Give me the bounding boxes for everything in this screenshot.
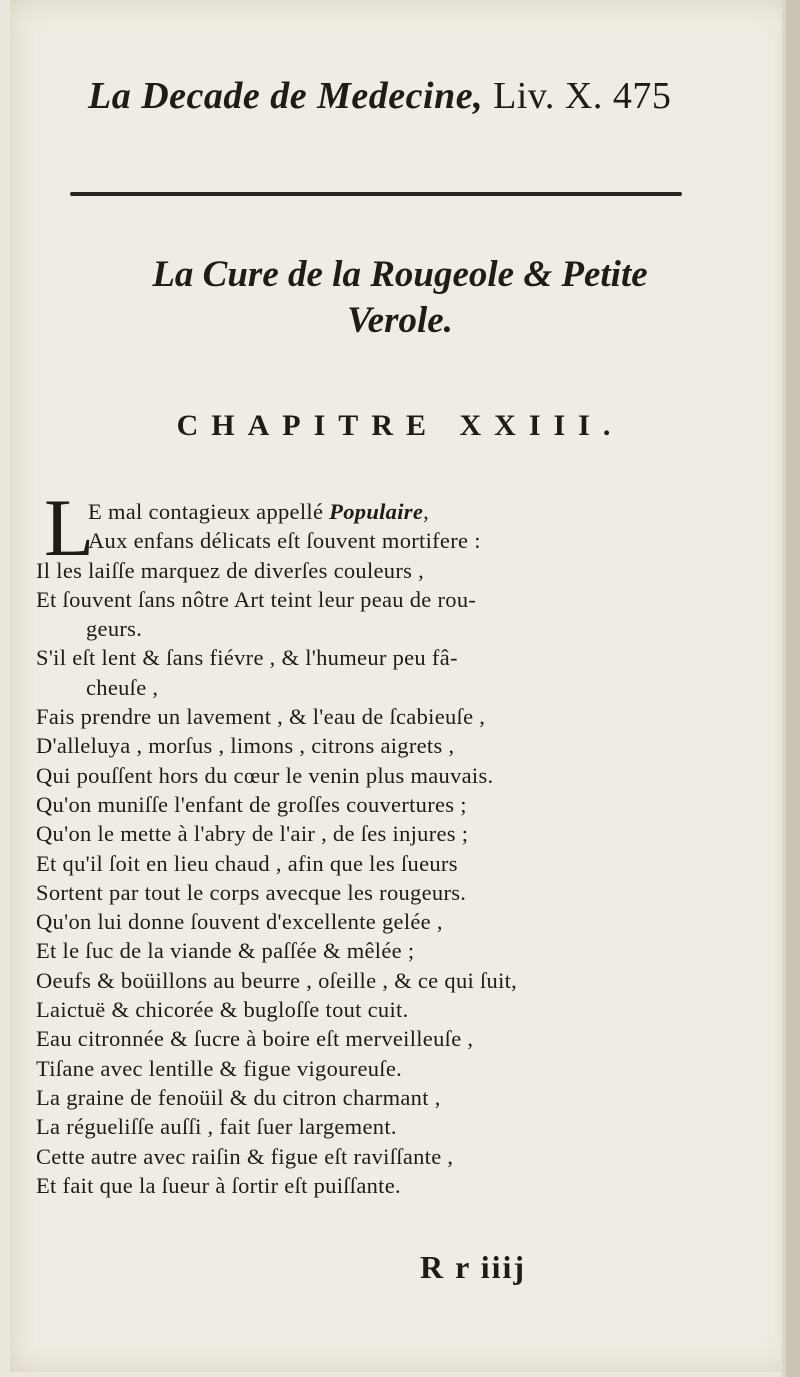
page-edge — [786, 0, 800, 1377]
poem-line: Et le ſuc de la viande & paſſée & mêlée ; — [36, 938, 415, 964]
poem-line: La graine de fenoüil & du citron charmant , — [36, 1084, 441, 1110]
poem-line-1-italic: Populaire — [329, 499, 424, 524]
page-number: 475 — [612, 75, 672, 117]
poem-line: Il les laiſſe marquez de diverſes couleurs , — [36, 557, 425, 583]
poem-line-1-start: E mal contagieux appellé — [88, 499, 330, 524]
poem-line: Qu'on le mette à l'abry de l'air , de ſes injures ; — [36, 821, 469, 847]
poem-line-continuation: cheuſe , — [86, 674, 159, 700]
book-number: Liv. X. — [493, 75, 603, 117]
poem-line: Et fait que la ſueur à ſortir eſt puiſſante. — [36, 1172, 401, 1198]
drop-cap: L — [44, 482, 95, 573]
poem-line: Qui pouſſent hors du cœur le venin plus mauvais. — [36, 762, 494, 788]
poem-line: S'il eſt lent & ſans fiévre , & l'humeur peu fâ- — [36, 645, 458, 671]
running-title: La Decade de Medecine, — [88, 75, 484, 117]
poem-line: Et ſouvent ſans nôtre Art teint leur peau de rou- — [36, 586, 477, 612]
poem-line: Cette autre avec raiſin & figue eſt raviſſante , — [36, 1143, 454, 1169]
section-title-line-1: La Cure de la Rougeole & Petite — [152, 254, 648, 295]
poem-line: Aux enfans délicats eſt ſouvent mortifere : — [88, 528, 481, 554]
poem-line — [36, 497, 704, 526]
poem-line: Sortent par tout le corps avecque les rougeurs. — [36, 879, 467, 905]
poem-line-1-end: , — [423, 499, 430, 524]
poem-line: D'alleluya , morſus , limons , citrons aigrets , — [36, 733, 455, 759]
header-rule — [70, 192, 682, 196]
poem-line: Laictuë & chicorée & bugloſſe tout cuit. — [36, 997, 409, 1023]
running-head — [88, 66, 728, 126]
section-title — [60, 252, 740, 344]
poem-body — [36, 497, 704, 1200]
poem-line-continuation: geurs. — [86, 616, 143, 642]
poem-line: Qu'on muniſſe l'enfant de groſſes couvertures ; — [36, 791, 467, 817]
poem-line: La régueliſſe auſſi , fait ſuer largement. — [36, 1114, 397, 1140]
section-title-line-2: Verole. — [347, 300, 453, 341]
poem-line: Qu'on lui donne ſouvent d'excellente gelée , — [36, 909, 443, 935]
poem-line: Tiſane avec lentille & figue vigoureuſe. — [36, 1055, 403, 1081]
poem-line: Et qu'il ſoit en lieu chaud , afin que les ſueurs — [36, 850, 458, 876]
poem-line: Eau citronnée & ſucre à boire eſt merveilleuſe , — [36, 1026, 474, 1052]
signature-mark: R r iiij — [420, 1249, 527, 1285]
poem-line: Oeufs & boüillons au beurre , oſeille , & ce qui ſuit, — [36, 967, 518, 993]
chapter-heading: CHAPITRE XXIII. — [176, 409, 624, 442]
poem-line: Fais prendre un lavement , & l'eau de ſcabieuſe , — [36, 704, 486, 730]
